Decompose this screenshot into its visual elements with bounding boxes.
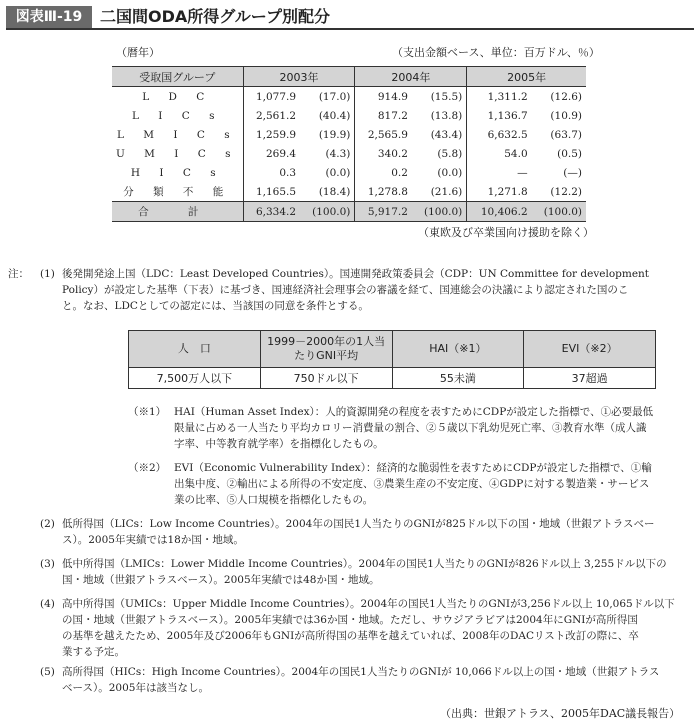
cell-value: 6,632.5 bbox=[467, 125, 532, 144]
evi-definition bbox=[174, 460, 692, 508]
col-header-group: 受取国グループ bbox=[112, 67, 243, 87]
cell-share: (19.9) bbox=[318, 128, 351, 141]
cell-share: (43.4) bbox=[430, 128, 463, 141]
note-5-text bbox=[62, 664, 694, 696]
row-label: L I C s bbox=[112, 106, 243, 125]
cell-value: 10,406.2 bbox=[467, 202, 532, 222]
figure-title: 二国間ODA所得グループ別配分 bbox=[100, 7, 330, 26]
col-header-year: 2003年 bbox=[243, 67, 355, 87]
source-note: （出典：世銀アトラス、2005年DAC議長報告） bbox=[440, 707, 681, 720]
note-line: ベース）。2005年は該当なし。 bbox=[62, 682, 209, 694]
cell-value: 2,561.2 bbox=[255, 109, 297, 122]
unit-note: （支出金額ベース、単位：百万ドル、％） bbox=[392, 46, 600, 59]
calendar-year-note: （暦年） bbox=[116, 46, 160, 59]
cell-value: 6,334.2 bbox=[243, 202, 300, 222]
note-2-text bbox=[62, 516, 694, 548]
cell-share: (0.0) bbox=[437, 166, 463, 179]
cell-share: (0.0) bbox=[325, 166, 351, 179]
criteria-value: 37超過 bbox=[524, 368, 656, 389]
note-line: 低所得国（LICs：Low Income Countries）。2004年の国民1人当たりのGNIが825ドル以下の国・地域（世銀アトラスベー bbox=[62, 518, 655, 530]
note-3-text bbox=[62, 556, 694, 588]
note-line: の国・地域（世銀アトラスベース）。2005年実績では36か国・地域。ただし、サウジアラビアは2004年にGNIが高所得国 bbox=[62, 614, 638, 626]
criteria-header: 1999－2000年の1人当たりGNI平均 bbox=[260, 331, 392, 368]
note-line: EVI（Economic Vulnerability Index）：経済的な脆弱性を表すためにCDPが設定した指標で、①輸 bbox=[174, 462, 652, 474]
col-header-year: 2005年 bbox=[467, 67, 586, 87]
note-line: の基準を越えたため、2005年及び2006年もGNIが高所得国の基準を越えていれば、2008年のDACリスト改訂の際に、卒 bbox=[62, 630, 639, 642]
cell-value: 1,278.8 bbox=[355, 182, 412, 202]
row-label: H I C s bbox=[112, 163, 243, 182]
cell-share: (12.2) bbox=[550, 185, 582, 198]
note-5-number: (5) bbox=[40, 666, 55, 678]
cell-value: 0.2 bbox=[355, 163, 412, 182]
hai-mark: （※1） bbox=[128, 406, 167, 418]
cell-value: 1,077.9 bbox=[255, 90, 297, 103]
cell-value: 1,271.8 bbox=[467, 182, 532, 202]
cell-value: 1,259.9 bbox=[255, 128, 297, 141]
cell-value: 817.2 bbox=[355, 106, 412, 125]
cell-share: (10.9) bbox=[550, 109, 582, 122]
cell-share: (100.0) bbox=[532, 202, 586, 222]
cell-share: (40.4) bbox=[318, 109, 351, 122]
hai-definition bbox=[174, 404, 692, 452]
table-total-row bbox=[112, 202, 586, 222]
cell-share: (13.8) bbox=[430, 109, 463, 122]
cell-value: 269.4 bbox=[265, 147, 297, 160]
table-row bbox=[112, 106, 586, 125]
row-label: L M I C s bbox=[112, 125, 243, 144]
note-line: 業の比率、⑤人口規模を指標化したもの。 bbox=[174, 494, 374, 506]
cell-share: (17.0) bbox=[318, 90, 351, 103]
cell-share: (21.6) bbox=[430, 185, 463, 198]
cell-value: 340.2 bbox=[355, 144, 412, 163]
criteria-value: 750ドル以下 bbox=[260, 368, 392, 389]
note-1-text bbox=[62, 266, 694, 314]
note-line: ス）。2005年実績では18か国・地域。 bbox=[62, 534, 244, 546]
note-4-number: (4) bbox=[40, 598, 55, 610]
cell-share: (4.3) bbox=[325, 147, 351, 160]
cell-value: 1,136.7 bbox=[467, 106, 532, 125]
criteria-value: 55未満 bbox=[392, 368, 524, 389]
cell-share: (63.7) bbox=[550, 128, 582, 141]
table-header-row bbox=[112, 67, 586, 87]
ldc-criteria-table bbox=[128, 330, 656, 389]
col-header-year: 2004年 bbox=[355, 67, 467, 87]
table-row bbox=[112, 144, 586, 163]
note-line: 高所得国（HICs：High Income Countries）。2004年の国民1人当たりのGNIが 10,066ドル以上の国・地域（世銀アトラス bbox=[62, 666, 660, 678]
note-line: 低中所得国（LMICs：Lower Middle Income Countries）。2004年の国民1人当たりのGNIが826ドル以上 3,255ドル以下の bbox=[62, 558, 667, 570]
evi-mark: （※2） bbox=[128, 462, 167, 474]
cell-share: (15.5) bbox=[430, 90, 463, 103]
note-line: 限量に占める一人当たり平均カロリー消費量の割合、②５歳以下乳幼児死亡率、③教育水準（成人識 bbox=[174, 422, 647, 434]
cell-share: (100.0) bbox=[412, 202, 467, 222]
criteria-header-row bbox=[129, 331, 656, 368]
note-line: 字率、中等教育就学率）を指標化したもの。 bbox=[174, 438, 384, 450]
note-line: 出集中度、②輸出による所得の不安定度、③農業生産の不安定度、④GDPに対する製造業・サービス bbox=[174, 478, 650, 490]
cell-value: 1,311.2 bbox=[467, 87, 532, 107]
note-line: HAI（Human Asset Index）：人的資源開発の程度を表すためにCDPが設定した指標で、①必要最低 bbox=[174, 406, 654, 418]
row-label: 分 類 不 能 bbox=[112, 182, 243, 202]
cell-share: (100.0) bbox=[300, 202, 355, 222]
cell-share: (12.6) bbox=[550, 90, 582, 103]
note-line: 高中所得国（UMICs：Upper Middle Income Countries）。2004年の国民1人当たりのGNIが3,256ドル以上 10,065ドル以下 bbox=[62, 598, 675, 610]
note-line: 国・地域（世銀アトラスベース）。2005年実績では48か国・地域。 bbox=[62, 574, 380, 586]
criteria-value-row bbox=[129, 368, 656, 389]
cell-value: 0.3 bbox=[279, 166, 297, 179]
note-line: と。なお、LDCとしての認定には、当該国の同意を条件とする。 bbox=[62, 300, 369, 312]
cell-value: 5,917.2 bbox=[355, 202, 412, 222]
criteria-value: 7,500万人以下 bbox=[129, 368, 261, 389]
note-line: Policy）が設定した基準（下表）に基づき、国連経済社会理事会の審議を経て、国連総会の決議により認定された国のこ bbox=[62, 284, 629, 296]
table-row bbox=[112, 163, 586, 182]
criteria-header: EVI（※2） bbox=[524, 331, 656, 368]
oda-allocation-table bbox=[112, 66, 586, 222]
note-3-number: (3) bbox=[40, 558, 55, 570]
note-1-number: (1) bbox=[40, 268, 55, 280]
cell-share: (18.4) bbox=[318, 185, 351, 198]
notes-label: 注： bbox=[8, 268, 29, 280]
exclusion-note: （東欧及び卒業国向け援助を除く） bbox=[418, 226, 594, 239]
row-label: U M I C s bbox=[112, 144, 243, 163]
figure-number-badge: 図表Ⅲ-19 bbox=[6, 6, 92, 28]
cell-value: 914.9 bbox=[355, 87, 412, 107]
row-label: L D C bbox=[112, 87, 243, 107]
table-row bbox=[112, 87, 586, 107]
total-label: 合 計 bbox=[112, 202, 243, 222]
criteria-header: 人 口 bbox=[129, 331, 261, 368]
note-2-number: (2) bbox=[40, 518, 55, 530]
table-row bbox=[112, 182, 586, 202]
note-4-text bbox=[62, 596, 694, 660]
cell-value: 1,165.5 bbox=[255, 185, 297, 198]
note-line: 後発開発途上国（LDC：Least Developed Countries）。国連開発政策委員会（CDP：UN Committee for development bbox=[62, 268, 650, 280]
cell-share: (0.5) bbox=[557, 147, 582, 160]
criteria-header: HAI（※1） bbox=[392, 331, 524, 368]
cell-share: (5.8) bbox=[437, 147, 463, 160]
cell-value: 54.0 bbox=[467, 144, 532, 163]
note-line: 業する予定。 bbox=[62, 646, 125, 658]
cell-value: 2,565.9 bbox=[355, 125, 412, 144]
cell-share: (—) bbox=[563, 166, 582, 179]
cell-value: — bbox=[467, 163, 532, 182]
header-rule bbox=[6, 28, 694, 30]
table-row bbox=[112, 125, 586, 144]
